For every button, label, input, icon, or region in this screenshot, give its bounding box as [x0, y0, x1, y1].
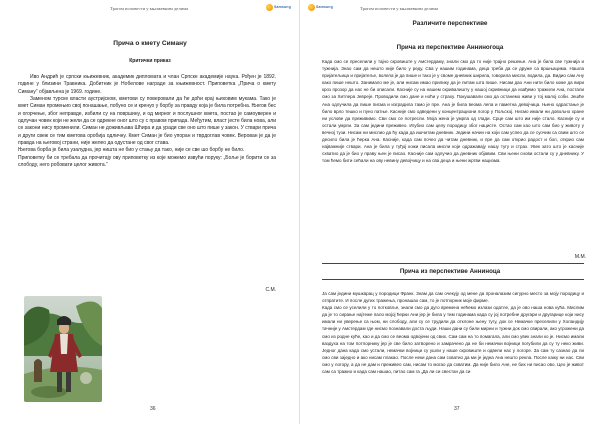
publisher-logo — [308, 3, 333, 12]
page-number: 36 — [150, 406, 156, 412]
running-head: Трагом исповести у књижевним делима — [360, 6, 438, 11]
publisher-logo — [266, 3, 291, 12]
story-paragraph: Заменом турске власти аустријском, кметови су поверовали да ће доћи крај њиховим мукама. Тако је кмет Симан промењио свој понашање, побуно се и кренуо у борбу за правду која је била потребна. Његов бес и огорчење, због неправде, избили су на површину, и од мирног и послушног кмета, постао је самоуверен и одлучан човек који не жели да се одрекне оног што су с правом припада. Међутим, власт јесте била нова, али се закони нису променили. Симан не доживљава Шћира и да уради све оно што пише у закон. У ствари прича и други свеж се тим кметова оробија одличну. Кмет Симан је био упоран и тврдоглав човек. Верован је да је правда на његовој страни, није желео да одустане од свог става. — [18, 96, 276, 147]
running-head: Трагом исповести у књижевним делима — [110, 6, 188, 11]
story-paragraph: Његова борба је била узалудна, јер ништа не био у стању да тако, није се све шо борбу не било. — [18, 147, 245, 154]
logo-word: Samsung — [274, 5, 291, 9]
story-body — [18, 74, 276, 169]
article-signature: М.М. — [574, 254, 586, 260]
article-paragraph: Када смо се уселили у то потковље, знали смо да дуго времена нећемо излази одатле, да је ово наша нова кућа. Мислим да је то сирање најтеже пало мојој ћерки Ани јер је била у тим годинама када су јој потребне другари и другарице који нису имали ни уверење са њом, ни слободу, али су се трудили да отклоне њену тугу, док се Немачке преселили у Холандију тачније у Амстердам где нисмо познавали доста људи. Наши дани су били мирни и тужни док смо свирали, ако угрожени да смо из родне куће, као и да смо се веома одвојени од свих. Сам сам на то помагала, али смо увек знали ко је. Нисмо имали ваздуха на том потпорнику јер је све било затворено и замрачено да не би немачки војници погубили да су ту неко живи. Једног дана када смо устали, немачки војници су ушли у наше скровиште и одвели нас у логоре. За сам ту сазнао да ли смо сви заједно и ако нисам плакао. После неки дана сам схватио да ми је једна Ана нешто рекла. После кажу ни нас. Сви смо у логору, а да не дам и преживео сам, нисам то могао да схватим. Да није било Ане, не бих ни писао ово. Цео је живот сам са тражио и када сам нашао, питао сам га „Да ли си свестан да си — [322, 305, 584, 375]
illustration-graphic — [24, 296, 102, 402]
story-subtitle: Критички приказ — [129, 58, 171, 64]
section-title: Различите перспективе — [412, 20, 488, 27]
article-body — [322, 290, 584, 375]
logo-disc-icon — [266, 4, 273, 11]
story-signature: С.М. — [265, 287, 276, 293]
article-paragraph: Ја сам једини мушкарац у породици Франк. Знам да сам очекују од мене да проналазим сигурно место за моју породицу и отпратите. И после дугих тражења, пронашао сам, то је потпорник моје фирме. — [322, 291, 584, 304]
logo-disc-icon — [308, 4, 315, 11]
article-divider-top — [322, 263, 584, 264]
story-illustration — [24, 296, 102, 402]
article-body — [322, 58, 584, 164]
right-page — [300, 0, 600, 424]
story-paragraph: Иво Андрић је српски књижевник, академик дипломата и члан Српске академије наука. Рођен је 1892. године у близини Травника. Добитник је Нобелове награде за књижевност. Приповетка „Прича о кмету Симану“ објављена је 1969. године. — [18, 74, 276, 95]
article-divider-bottom — [322, 279, 584, 280]
article-title: Прича из перспективе Анниногоца — [396, 44, 504, 51]
logo-word: Samsung — [316, 5, 333, 9]
article-paragraph: Када смо се преселили у тајно скровиште у Амстердаму, знали смо да то није трајно решење. Ана је била све тужнија и тужнија. Знао сам да нешто није било у реду. Сва у нашим годинама, деца треба да се друже са вршњацима. Нашла пријатељица и пријатеље, волела је да пише и тако је у своме дневник ширила, говорила мисли, водила, да. Видио сам Ану како пише нешто. Занимало ме је, али нисам имао прилику да је питам шта пише. Нисам дао Ани нити било коме да вири кроз прозор да нас не би описали. Касније су на нашем скривалишту у нашој скривници да изађемо тражили Ана, постали смо за Хитлера Јевреје. Проводили смо дане и ноћи у страху. Покушавали смо да останемо живи у тој малој соби. Јешће Ана одлучила да пише писма и изградила тамо је пре. Ана је била веома лепа и паметна девојчица. Њено одрастање је било врло тешко и пуно патње. Касније смо одведени у концентрациони логор у Пољској. Нисмо имали ни довољно хране ни услове да преживимо. Сви смо се потресли. Моја жена је умрла од глади. Срце сам што им није стало. Касније су и остали умрли. За сам једини преживео. Игубио сам целу породицу због нацисте. Остао сам као што сам био у животу у вечној тузи. Нисам ни мислио да ћу када да ишчитам дневник. Једини начин на који сам успео да се суочим са свим што се десило била је ћерка Ана. Касније, када сам почео да читам дневник, и пре да сам открио радост и бол, открио сам најважније ствари. Ана је била у туђој кожи писала мисли које одражавају нашу тугу и страх. Увек зато што је касније схватио да је био у праву њен је писао. Касније сам одлучио да дневник објавим. Сви њени снови остали су у дневнику. У том ћемо бити сећали на ову невину девојчицу и на сва деца и њени жртви нацизма. — [322, 59, 584, 164]
story-title: Прича о кмету Симану — [113, 40, 187, 47]
story-paragraph: Приповетку би се требала да прочитају ову приповетку из које можемо извући поруку: „Боље је борити се за слободу, него робовати целог живота.“ — [18, 154, 276, 169]
page-number: 37 — [454, 406, 460, 412]
article-title: Прича из перспективе Анниноца — [399, 268, 501, 275]
